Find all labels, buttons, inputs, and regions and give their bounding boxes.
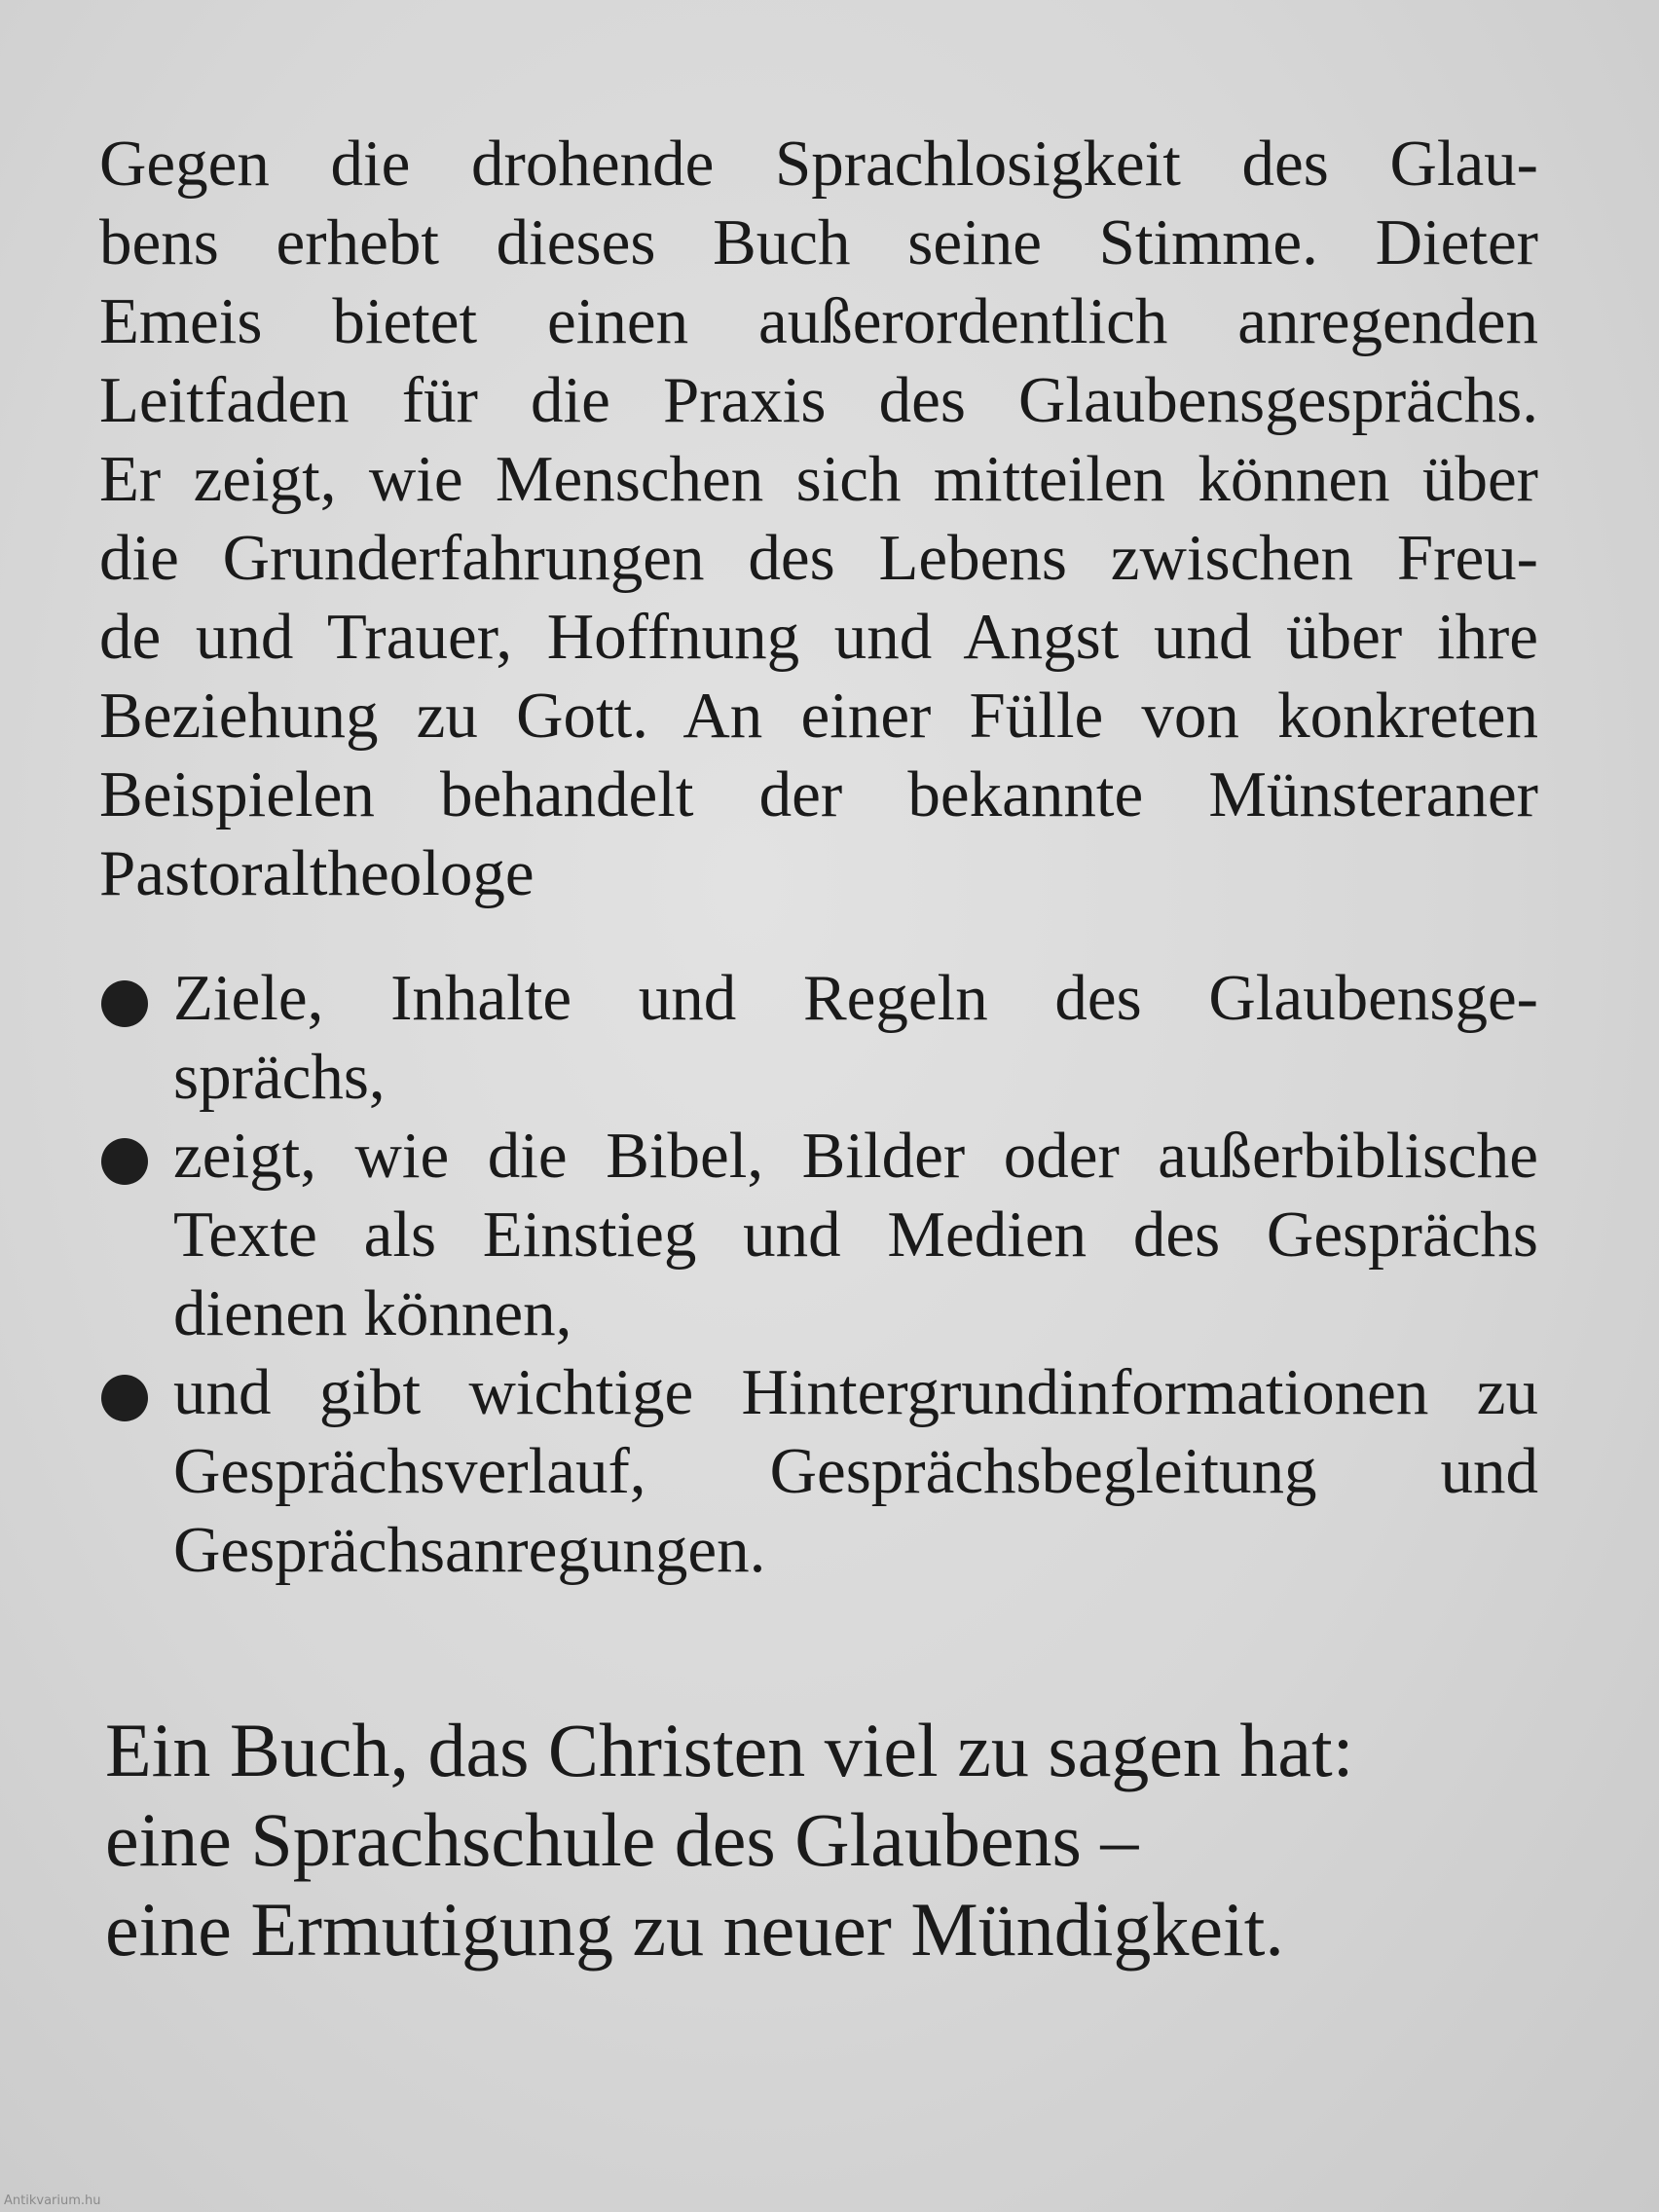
bullet-line: Gesprächsverlauf, Gesprächsbegleitung und bbox=[173, 1435, 1538, 1507]
bullet-line: Texte als Einstieg und Medien des Gesprächs bbox=[173, 1198, 1538, 1271]
intro-line: Er zeigt, wie Menschen sich mitteilen können über bbox=[99, 443, 1538, 515]
intro-line: die Grunderfahrungen des Lebens zwischen Freu- bbox=[99, 522, 1538, 594]
intro-line: Emeis bietet einen außerordentlich anregenden bbox=[99, 285, 1538, 357]
bullet-dot-icon bbox=[101, 980, 148, 1027]
bullet-line: Ziele, Inhalte und Regeln des Glaubensge- bbox=[173, 962, 1538, 1034]
bullet-list bbox=[99, 959, 1538, 1590]
intro-line: Leitfaden für die Praxis des Glaubensgesprächs. bbox=[99, 364, 1538, 436]
intro-paragraph bbox=[99, 125, 1538, 913]
bullet-line: sprächs, bbox=[173, 1041, 386, 1113]
bullet-item bbox=[99, 1117, 1538, 1353]
intro-line: de und Trauer, Hoffnung und Angst und über ihre bbox=[99, 601, 1538, 673]
bullet-item bbox=[99, 959, 1538, 1117]
closing-statement bbox=[105, 1706, 1556, 1974]
closing-line: eine Ermutigung zu neuer Mündigkeit. bbox=[105, 1887, 1284, 1972]
closing-line: eine Sprachschule des Glaubens – bbox=[105, 1797, 1139, 1882]
intro-line: Beispielen behandelt der bekannte Münsteraner bbox=[99, 758, 1538, 830]
bullet-line: dienen können, bbox=[173, 1277, 572, 1349]
bullet-line: zeigt, wie die Bibel, Bilder oder außerbiblische bbox=[173, 1120, 1538, 1192]
intro-line: Pastoraltheologe bbox=[99, 837, 535, 909]
intro-line: Beziehung zu Gott. An einer Fülle von konkreten bbox=[99, 680, 1538, 752]
bullet-line: und gibt wichtige Hintergrundinformationen zu bbox=[173, 1356, 1538, 1428]
intro-line: Gegen die drohende Sprachlosigkeit des Glau- bbox=[99, 128, 1538, 200]
watermark: Antikvarium.hu bbox=[4, 2194, 101, 2208]
bullet-item bbox=[99, 1353, 1538, 1590]
bullet-dot-icon bbox=[101, 1375, 148, 1421]
closing-line: Ein Buch, das Christen viel zu sagen hat: bbox=[105, 1708, 1354, 1792]
bullet-line: Gesprächsanregungen. bbox=[173, 1514, 766, 1586]
intro-line: bens erhebt dieses Buch seine Stimme. Dieter bbox=[99, 206, 1538, 278]
bullet-dot-icon bbox=[101, 1138, 148, 1185]
